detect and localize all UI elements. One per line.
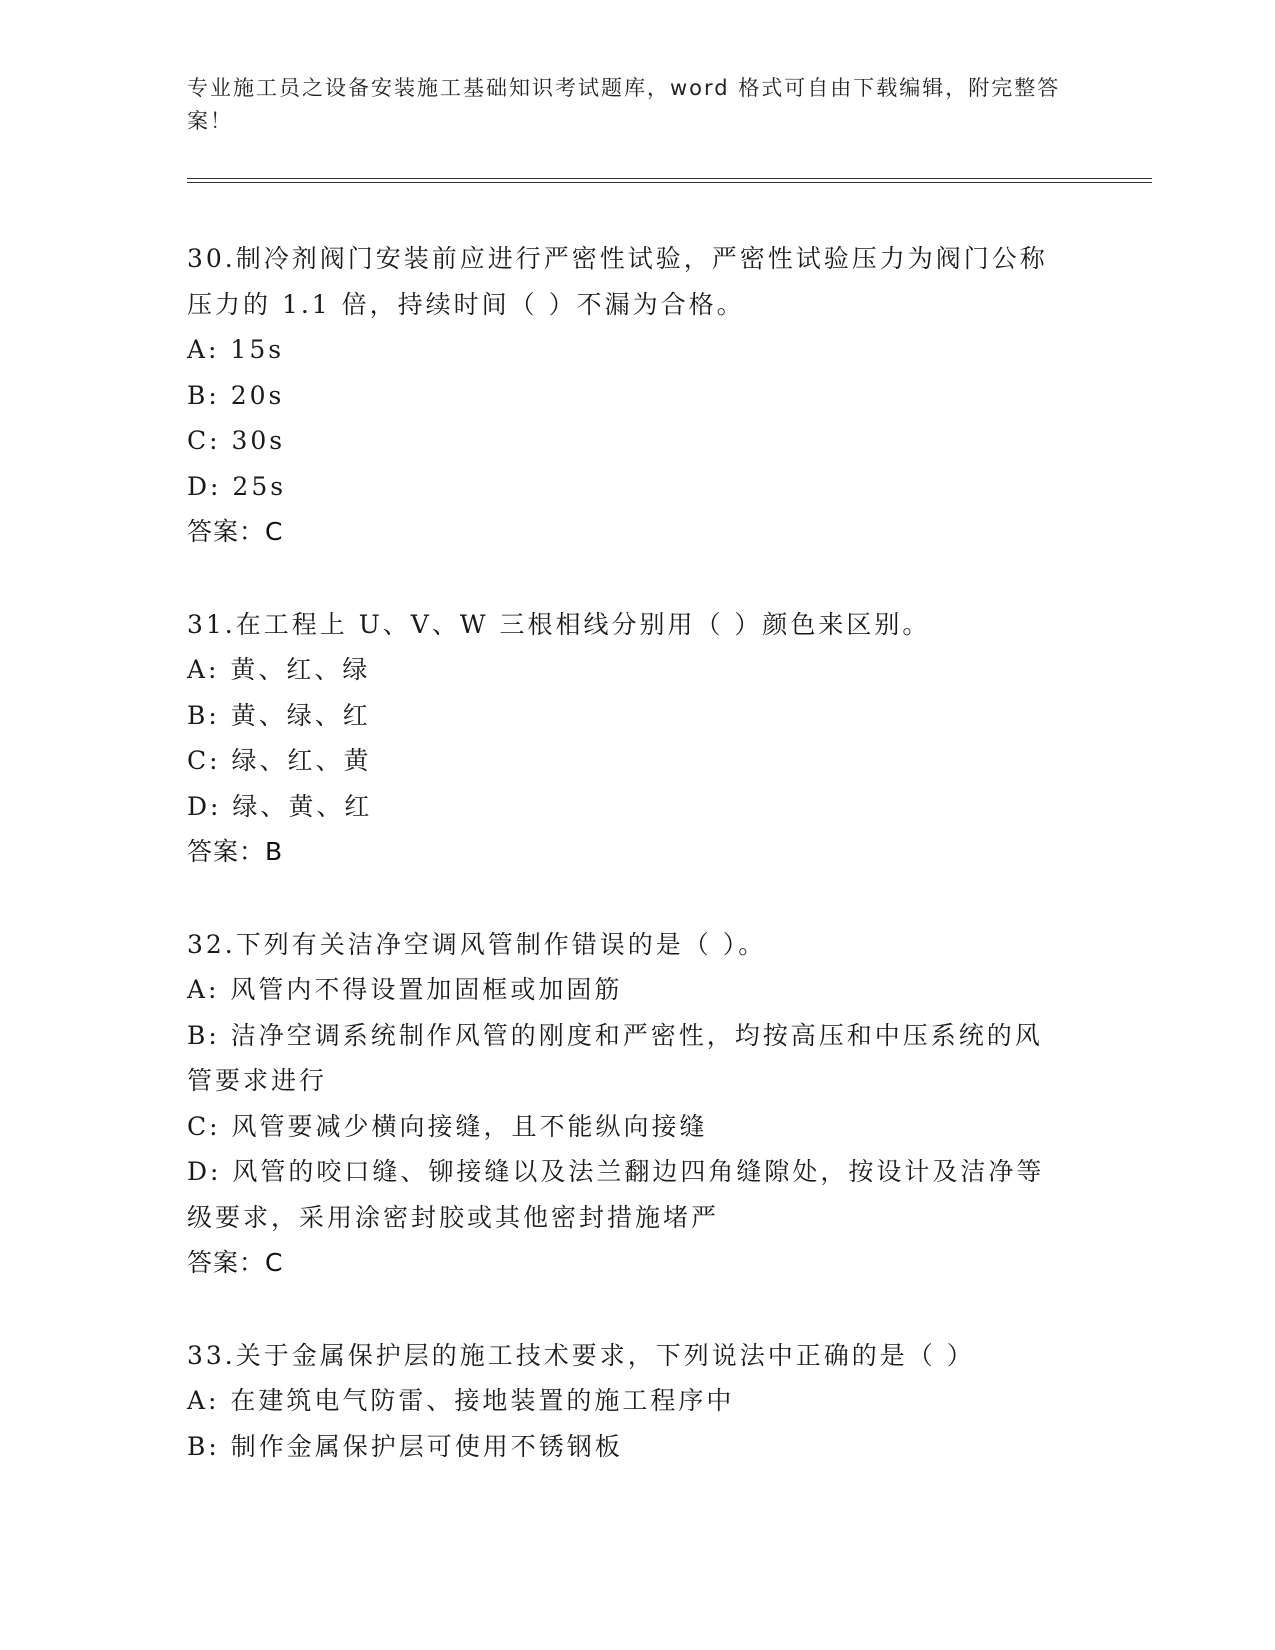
option-b: B: 黄、绿、红 [187,700,371,730]
option-d: D: 绿、黄、红 [187,791,373,821]
question-31 [187,602,1067,875]
answer-line: 答案：C [187,1248,284,1277]
header-divider-top [187,178,1152,179]
option-a: A: 风管内不得设置加固框或加固筋 [187,975,623,1004]
question-stem: 31.在工程上 U、V、W 三根相线分别用（ ）颜色来区别。 [187,609,931,639]
answer-line: 答案：B [187,837,284,866]
option-b: B: 洁净空调系统制作风管的刚度和严密性，均按高压和中压系统的风管要求进行 [187,1020,1043,1095]
question-stem: 33.关于金属保护层的施工技术要求，下列说法中正确的是（ ） [187,1340,975,1370]
option-d: D: 25s [187,471,287,501]
question-list [187,236,1067,1516]
question-30 [187,236,1067,555]
question-32 [187,922,1067,1286]
option-b: B: 制作金属保护层可使用不锈钢板 [187,1431,623,1461]
option-c: C: 30s [187,426,286,455]
option-a: A: 15s [187,335,285,364]
option-a: A: 黄、红、绿 [187,655,371,684]
option-d: D: 风管的咬口缝、铆接缝以及法兰翻边四角缝隙处，按设计及洁净等级要求，采用涂密封胶或其他密封措施堵严 [187,1157,1045,1232]
question-stem: 30.制冷剂阀门安装前应进行严密性试验，严密性试验压力为阀门公称压力的 1.1 倍，持续时间（ ）不漏为合格。 [187,244,1048,319]
option-a: A: 在建筑电气防雷、接地装置的施工程序中 [187,1386,735,1415]
option-c: C: 绿、红、黄 [187,746,372,775]
document-header: 专业施工员之设备安装施工基础知识考试题库，word 格式可自由下载编辑，附完整答案！ [187,76,1061,133]
question-stem: 32.下列有关洁净空调风管制作错误的是（ ）。 [187,929,767,959]
question-33 [187,1333,1067,1470]
header-divider-bottom [187,182,1152,183]
option-b: B: 20s [187,380,285,410]
option-c: C: 风管要减少横向接缝，且不能纵向接缝 [187,1111,708,1141]
answer-line: 答案：C [187,517,284,546]
